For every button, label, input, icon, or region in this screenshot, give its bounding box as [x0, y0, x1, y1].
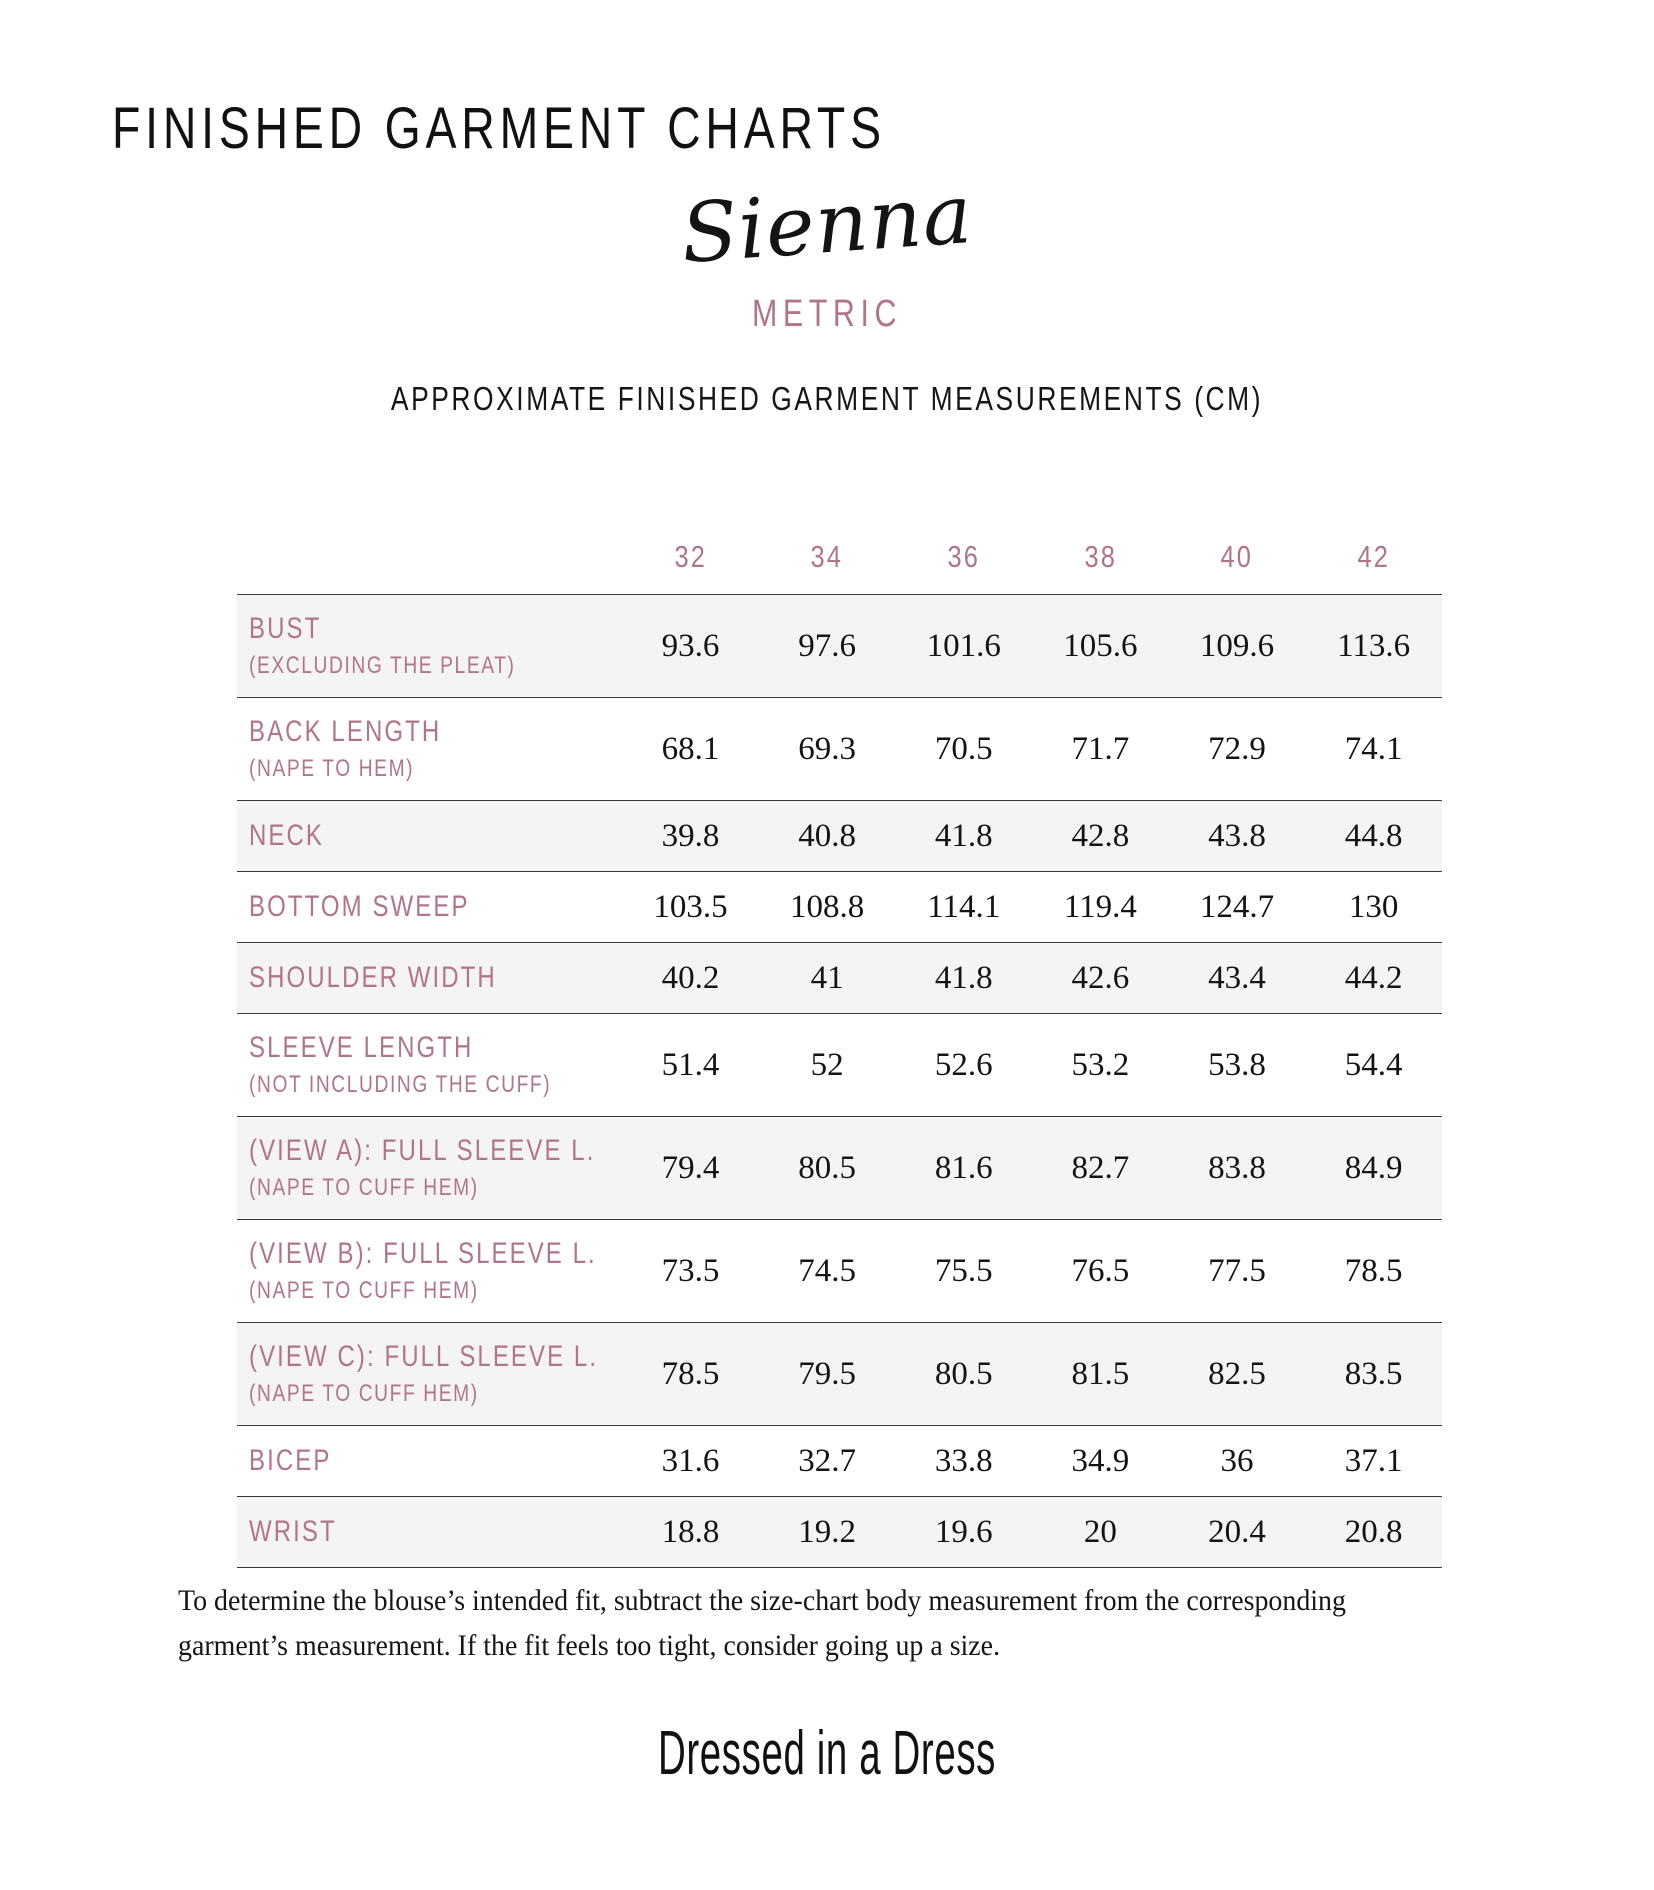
cell-bust-40: 109.6: [1199, 628, 1275, 664]
cell-view-b-36: 75.5: [934, 1253, 993, 1289]
cell-wrist-34: 19.2: [798, 1514, 856, 1550]
cell-shoulder-width-32: 40.2: [661, 960, 720, 996]
page-title: FINISHED GARMENT CHARTS: [112, 96, 886, 161]
size-header-42-label: 42: [1357, 539, 1390, 574]
table-row: [237, 595, 1442, 698]
cell-view-c-38: 81.5: [1071, 1356, 1130, 1392]
cell-bust-42: 113.6: [1337, 628, 1411, 664]
cell-view-c-36: 80.5: [934, 1356, 993, 1392]
row-label-main: (VIEW C): FULL SLEEVE L.: [249, 1340, 599, 1373]
cell-sleeve-length-34: 52: [810, 1047, 844, 1083]
cell-view-b-32: 73.5: [661, 1253, 720, 1289]
table-row: [237, 1117, 1442, 1220]
row-label-bust: [237, 595, 622, 698]
cell-view-a-34: 80.5: [798, 1150, 856, 1186]
row-label-main: SLEEVE LENGTH: [249, 1031, 474, 1064]
cell-view-b-38: 76.5: [1071, 1253, 1130, 1289]
size-header-36: [895, 538, 1032, 595]
cell-view-c-42: 83.5: [1344, 1356, 1403, 1392]
cell-neck-38: 42.8: [1071, 818, 1130, 854]
cell-view-c-34: 79.5: [798, 1356, 856, 1392]
row-label-sleeve-length: [237, 1014, 622, 1117]
row-label-main: BUST: [249, 612, 322, 645]
cell-view-b-40: 77.5: [1208, 1253, 1266, 1289]
row-label-back-length: [237, 698, 622, 801]
size-header-32-label: 32: [674, 539, 707, 574]
cell-wrist-38: 20: [1083, 1514, 1117, 1550]
cell-bicep-34: 32.7: [798, 1443, 856, 1479]
cell-bicep-42: 37.1: [1344, 1443, 1403, 1479]
cell-bicep-38: 34.9: [1071, 1443, 1130, 1479]
cell-bottom-sweep-34: 108.8: [789, 889, 865, 925]
cell-view-a-36: 81.6: [934, 1150, 993, 1186]
cell-bottom-sweep-36: 114.1: [927, 889, 1001, 925]
unit-system-heading: METRIC: [751, 293, 903, 335]
cell-neck-40: 43.8: [1208, 818, 1266, 854]
size-header-34: [759, 538, 896, 595]
row-label-sub: (NAPE TO CUFF HEM): [249, 1174, 479, 1201]
cell-neck-36: 41.8: [934, 818, 993, 854]
row-label-main: SHOULDER WIDTH: [249, 961, 497, 994]
table-body: [237, 595, 1442, 1568]
cell-bicep-40: 36: [1220, 1443, 1254, 1479]
table-row: [237, 1220, 1442, 1323]
row-label-main: (VIEW B): FULL SLEEVE L.: [249, 1237, 597, 1270]
cell-view-c-32: 78.5: [661, 1356, 720, 1392]
table-row: [237, 943, 1442, 1014]
measurements-subtitle: APPROXIMATE FINISHED GARMENT MEASUREMENTS (CM): [390, 380, 1264, 417]
cell-shoulder-width-34: 41: [810, 960, 844, 996]
cell-back-length-34: 69.3: [798, 731, 856, 767]
row-label-bottom-sweep: [237, 872, 622, 943]
cell-bust-32: 93.6: [661, 628, 720, 664]
row-label-main: (VIEW A): FULL SLEEVE L.: [249, 1134, 596, 1167]
cell-back-length-36: 70.5: [934, 731, 993, 767]
size-header-38: [1032, 538, 1169, 595]
cell-sleeve-length-40: 53.8: [1208, 1047, 1266, 1083]
row-label-view-a-full-sleeve-length: [237, 1117, 622, 1220]
cell-neck-34: 40.8: [798, 818, 856, 854]
cell-neck-32: 39.8: [661, 818, 720, 854]
row-label-bicep: [237, 1426, 622, 1497]
row-label-main: BICEP: [249, 1444, 332, 1477]
cell-sleeve-length-42: 54.4: [1344, 1047, 1403, 1083]
cell-sleeve-length-36: 52.6: [934, 1047, 993, 1083]
table-row: [237, 1014, 1442, 1117]
row-label-sub: (NAPE TO CUFF HEM): [249, 1380, 479, 1407]
cell-shoulder-width-42: 44.2: [1344, 960, 1403, 996]
cell-back-length-32: 68.1: [661, 731, 720, 767]
cell-wrist-36: 19.6: [934, 1514, 993, 1550]
cell-sleeve-length-32: 51.4: [661, 1047, 720, 1083]
cell-bust-34: 97.6: [798, 628, 856, 664]
row-label-main: WRIST: [249, 1515, 337, 1548]
size-header-36-label: 36: [947, 539, 980, 574]
cell-bottom-sweep-40: 124.7: [1199, 889, 1275, 925]
size-header-40: [1169, 538, 1306, 595]
cell-bicep-36: 33.8: [934, 1443, 993, 1479]
cell-wrist-40: 20.4: [1208, 1514, 1266, 1550]
cell-bottom-sweep-42: 130: [1348, 889, 1399, 925]
cell-wrist-32: 18.8: [661, 1514, 720, 1550]
cell-neck-42: 44.8: [1344, 818, 1403, 854]
cell-sleeve-length-38: 53.2: [1071, 1047, 1130, 1083]
row-label-sub: (NAPE TO HEM): [249, 755, 415, 782]
cell-bicep-32: 31.6: [661, 1443, 720, 1479]
pattern-name-script-logo: Sienna: [678, 166, 976, 283]
fit-instructions-note: To determine the blouse’s intended fit, subtract the size-chart body measurement from the corresponding garment’s measurement. If the fit feels too tight, consider going up a size.: [178, 1584, 1346, 1662]
cell-shoulder-width-38: 42.6: [1071, 960, 1130, 996]
cell-view-a-38: 82.7: [1071, 1150, 1130, 1186]
finished-garment-measurements-table: [237, 538, 1442, 1568]
row-label-sub: (EXCLUDING THE PLEAT): [249, 652, 516, 679]
size-header-42: [1305, 538, 1442, 595]
size-header-34-label: 34: [810, 539, 844, 574]
table-row: [237, 698, 1442, 801]
cell-bottom-sweep-32: 103.5: [653, 889, 728, 925]
row-label-view-b-full-sleeve-length: [237, 1220, 622, 1323]
cell-bust-36: 101.6: [926, 628, 1001, 664]
cell-bust-38: 105.6: [1063, 628, 1138, 664]
size-header-row: [237, 538, 1442, 595]
cell-back-length-40: 72.9: [1208, 731, 1266, 767]
cell-view-a-32: 79.4: [661, 1150, 720, 1186]
row-label-wrist: [237, 1497, 622, 1568]
cell-wrist-42: 20.8: [1344, 1514, 1403, 1550]
table-row: [237, 1497, 1442, 1568]
row-label-sub: (NAPE TO CUFF HEM): [249, 1277, 479, 1304]
cell-shoulder-width-36: 41.8: [934, 960, 993, 996]
cell-view-b-42: 78.5: [1344, 1253, 1403, 1289]
measurement-label-header: [237, 538, 622, 595]
cell-back-length-38: 71.7: [1071, 731, 1130, 767]
row-label-shoulder-width: [237, 943, 622, 1014]
size-header-32: [622, 538, 759, 595]
row-label-main: NECK: [249, 819, 324, 852]
brand-wordmark: Dressed in a Dress: [657, 1719, 997, 1788]
cell-view-c-40: 82.5: [1208, 1356, 1266, 1392]
cell-view-a-42: 84.9: [1344, 1150, 1403, 1186]
table-row: [237, 801, 1442, 872]
cell-shoulder-width-40: 43.4: [1208, 960, 1266, 996]
row-label-main: BACK LENGTH: [249, 715, 442, 748]
row-label-neck: [237, 801, 622, 872]
table-row: [237, 872, 1442, 943]
table-row: [237, 1323, 1442, 1426]
cell-back-length-42: 74.1: [1344, 731, 1403, 767]
cell-view-b-34: 74.5: [798, 1253, 856, 1289]
size-header-40-label: 40: [1220, 539, 1254, 574]
table-header: [237, 538, 1442, 595]
size-header-38-label: 38: [1084, 539, 1117, 574]
table-row: [237, 1426, 1442, 1497]
row-label-sub: (NOT INCLUDING THE CUFF): [249, 1071, 552, 1098]
cell-view-a-40: 83.8: [1208, 1150, 1266, 1186]
cell-bottom-sweep-38: 119.4: [1063, 889, 1137, 925]
row-label-view-c-full-sleeve-length: [237, 1323, 622, 1426]
row-label-main: BOTTOM SWEEP: [249, 890, 470, 923]
